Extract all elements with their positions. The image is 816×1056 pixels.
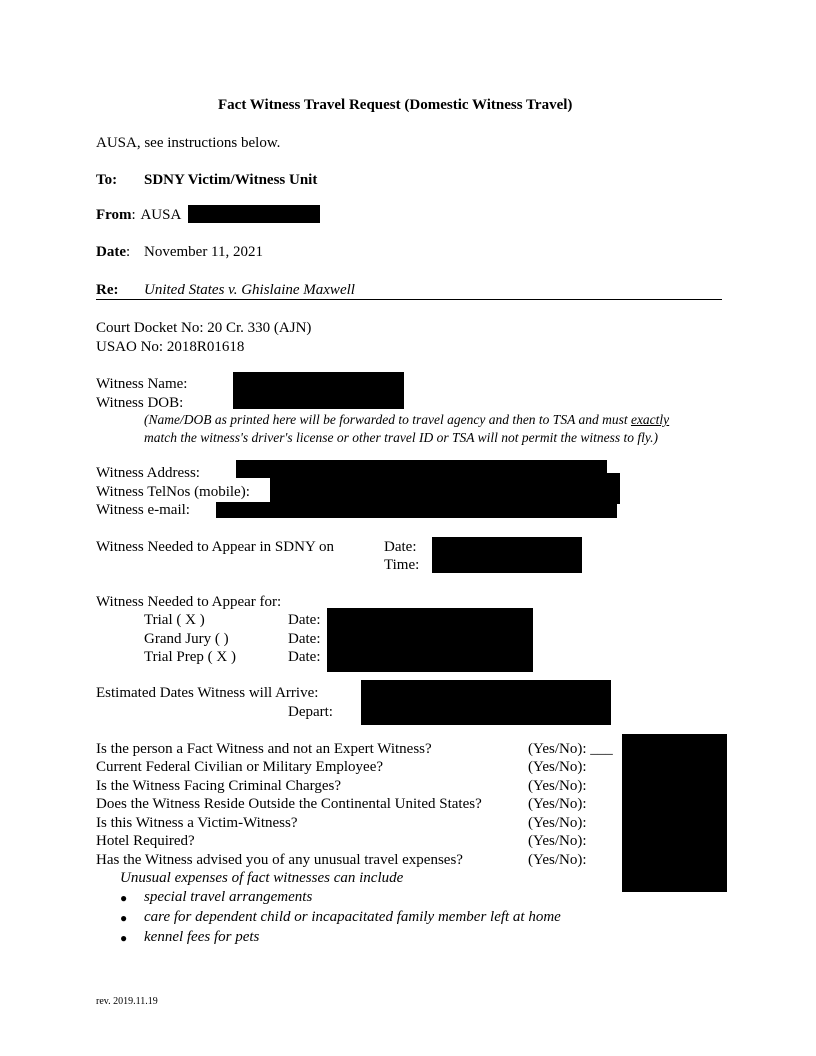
bullet-icon: ●: [120, 911, 128, 925]
from-colon: :: [131, 207, 136, 223]
date-colon: :: [126, 244, 131, 260]
form-title: Fact Witness Travel Request (Domestic Witness Travel): [218, 97, 573, 113]
date-line: [96, 245, 130, 260]
witness-email-label: Witness e-mail:: [96, 502, 190, 518]
question-victim-witness: Is this Witness a Victim-Witness?: [96, 815, 298, 831]
from-value: AUSA: [140, 207, 182, 223]
unusual-item: special travel arrangements: [144, 889, 313, 905]
redaction-name-dob: [233, 372, 404, 409]
revision-footer: rev. 2019.11.19: [96, 996, 158, 1007]
appear-trial-label: Trial ( X ): [144, 612, 205, 628]
bullet-icon: ●: [120, 891, 128, 905]
usao-number: USAO No: 2018R01618: [96, 339, 245, 355]
redaction-appear-date-time: [432, 537, 582, 573]
answer-fact-witness: (Yes/No): ___: [528, 741, 613, 757]
to-label: To:: [96, 172, 118, 188]
from-label: From: [96, 207, 132, 223]
appear-trial-date-label: Date:: [288, 612, 321, 628]
unusual-heading: Unusual expenses of fact witnesses can include: [120, 870, 404, 886]
question-unusual-expenses: Has the Witness advised you of any unusual travel expenses?: [96, 852, 463, 868]
re-rule: [96, 299, 722, 300]
question-criminal-charges: Is the Witness Facing Criminal Charges?: [96, 778, 342, 794]
bullet-icon: ●: [120, 931, 128, 945]
to-value: SDNY Victim/Witness Unit: [144, 172, 318, 188]
witness-tel-label: Witness TelNos (mobile):: [96, 484, 250, 500]
question-reside-outside: Does the Witness Reside Outside the Continental United States?: [96, 796, 482, 812]
redaction-estimated-dates: [361, 680, 611, 725]
appear-sdny-label: Witness Needed to Appear in SDNY on: [96, 539, 334, 555]
re-value: United States v. Ghislaine Maxwell: [144, 282, 355, 298]
date-label: Date: [96, 244, 126, 260]
appear-grand-jury-label: Grand Jury ( ): [144, 631, 229, 647]
dob-note-text: (Name/DOB as printed here will be forwarded to travel agency and then to TSA and must: [144, 412, 631, 427]
appear-grand-jury-date-label: Date:: [288, 631, 321, 647]
question-federal-employee: Current Federal Civilian or Military Employee?: [96, 759, 384, 775]
answer-hotel: (Yes/No):: [528, 833, 587, 849]
question-hotel: Hotel Required?: [96, 833, 195, 849]
unusual-item: kennel fees for pets: [144, 929, 260, 945]
question-fact-witness: Is the person a Fact Witness and not an Expert Witness?: [96, 741, 432, 757]
redaction-email: [216, 502, 617, 518]
unusual-item: care for dependent child or incapacitated family member left at home: [144, 909, 561, 925]
appear-for-label: Witness Needed to Appear for:: [96, 594, 282, 610]
appear-sdny-time-label: Time:: [384, 557, 420, 573]
appear-trial-prep-date-label: Date:: [288, 649, 321, 665]
appear-sdny-date-label: Date:: [384, 539, 417, 555]
intro-text: AUSA, see instructions below.: [96, 135, 281, 151]
redaction-answers: [622, 734, 727, 892]
answer-victim-witness: (Yes/No):: [528, 815, 587, 831]
redaction-appear-for-dates: [327, 608, 533, 672]
estimated-depart-label: Depart:: [288, 704, 333, 720]
dob-note-exactly: exactly: [630, 412, 670, 427]
redaction-from: [188, 205, 320, 223]
dob-note-line2: match the witness's driver's license or other travel ID or TSA will not permit the witness to fly.): [144, 430, 658, 445]
dob-note-line1: [144, 413, 669, 427]
witness-name-label: Witness Name:: [96, 376, 188, 392]
redaction-tel: [270, 473, 620, 504]
court-docket: Court Docket No: 20 Cr. 330 (AJN): [96, 320, 312, 336]
witness-dob-label: Witness DOB:: [96, 395, 184, 411]
answer-unusual-expenses: (Yes/No):: [528, 852, 587, 868]
appear-trial-prep-label: Trial Prep ( X ): [144, 649, 236, 665]
answer-federal-employee: (Yes/No):: [528, 759, 587, 775]
answer-reside-outside: (Yes/No):: [528, 796, 587, 812]
estimated-arrive-label: Estimated Dates Witness will Arrive:: [96, 685, 319, 701]
from-line: [96, 208, 181, 223]
witness-address-label: Witness Address:: [96, 465, 200, 481]
answer-criminal-charges: (Yes/No):: [528, 778, 587, 794]
date-value: November 11, 2021: [144, 244, 264, 260]
re-label: Re:: [96, 282, 119, 298]
